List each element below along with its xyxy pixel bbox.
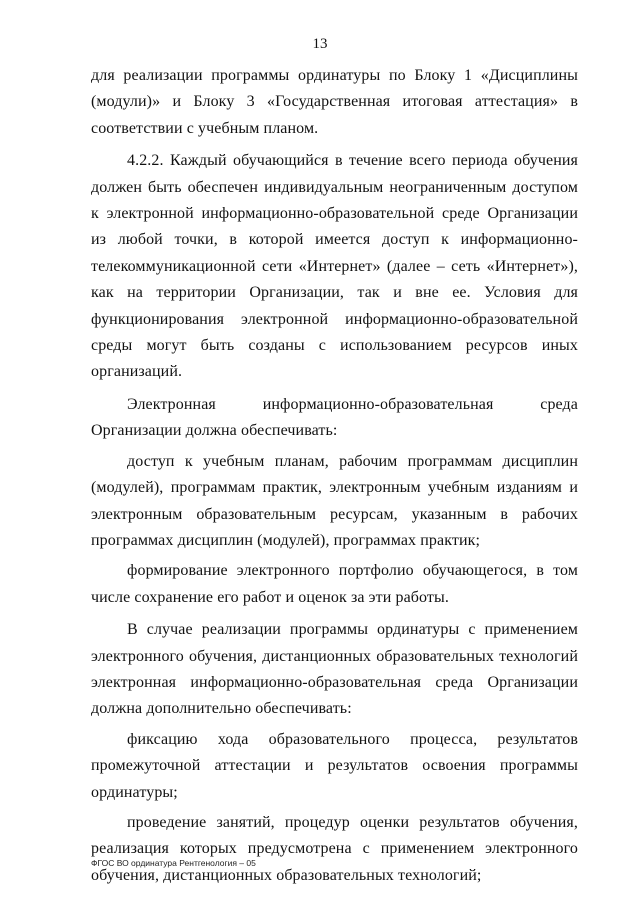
list-item-access: доступ к учебным планам, рабочим программам дисциплин (модулей), программам практик, электронным учебным изданиям и электронным образовательным ресурсам, указанным в рабочих программах дисциплин (модулей), программах практик;: [91, 452, 578, 549]
paragraph-continuation: для реализации программы ординатуры по Блоку 1 «Дисциплины (модули)» и Блоку 3 «Государственная итоговая аттестация» в соответствии с учебным планом.: [91, 67, 578, 137]
list-item-fixation: фиксацию хода образовательного процесса, результатов промежуточной аттестации и результатов освоения программы ординатуры;: [91, 730, 578, 801]
list-item-conducting: проведение занятий, процедур оценки результатов обучения, реализация которых предусмотрена с применением электронного обучения, дистанционных образовательных технологий;: [91, 813, 578, 884]
document-body: [91, 63, 578, 889]
page-number: 13: [312, 36, 328, 52]
paragraph-4-2-2: 4.2.2. Каждый обучающийся в течение всего периода обучения должен быть обеспечен индивидуальным неограниченным доступом к электронной информационно-образовательной среде Организации из любой точки, в которой имеется доступ к информационно-телекоммуникационной сети «Интернет» (далее – сеть «Интернет»), как на территории Организации, так и вне ее. Условия для функционирования электронной информационно-образовательной среды могут быть созданы с использованием ресурсов иных организаций.: [91, 152, 578, 381]
footer-standard-label: ФГОС ВО ординатура Рентгенология – 05: [91, 858, 256, 868]
list-item-portfolio: формирование электронного портфолио обучающегося, в том числе сохранение его работ и оценок за эти работы.: [91, 562, 578, 606]
paragraph-distance-learning: В случае реализации программы ординатуры с применением электронного обучения, дистанционных образовательных технологий электронная информационно-образовательная среда Организации должна дополнительно обеспечивать:: [91, 621, 578, 718]
paragraph-eios-requirements: Электронная информационно-образовательная среда Организации должна обеспечивать:: [91, 395, 578, 440]
